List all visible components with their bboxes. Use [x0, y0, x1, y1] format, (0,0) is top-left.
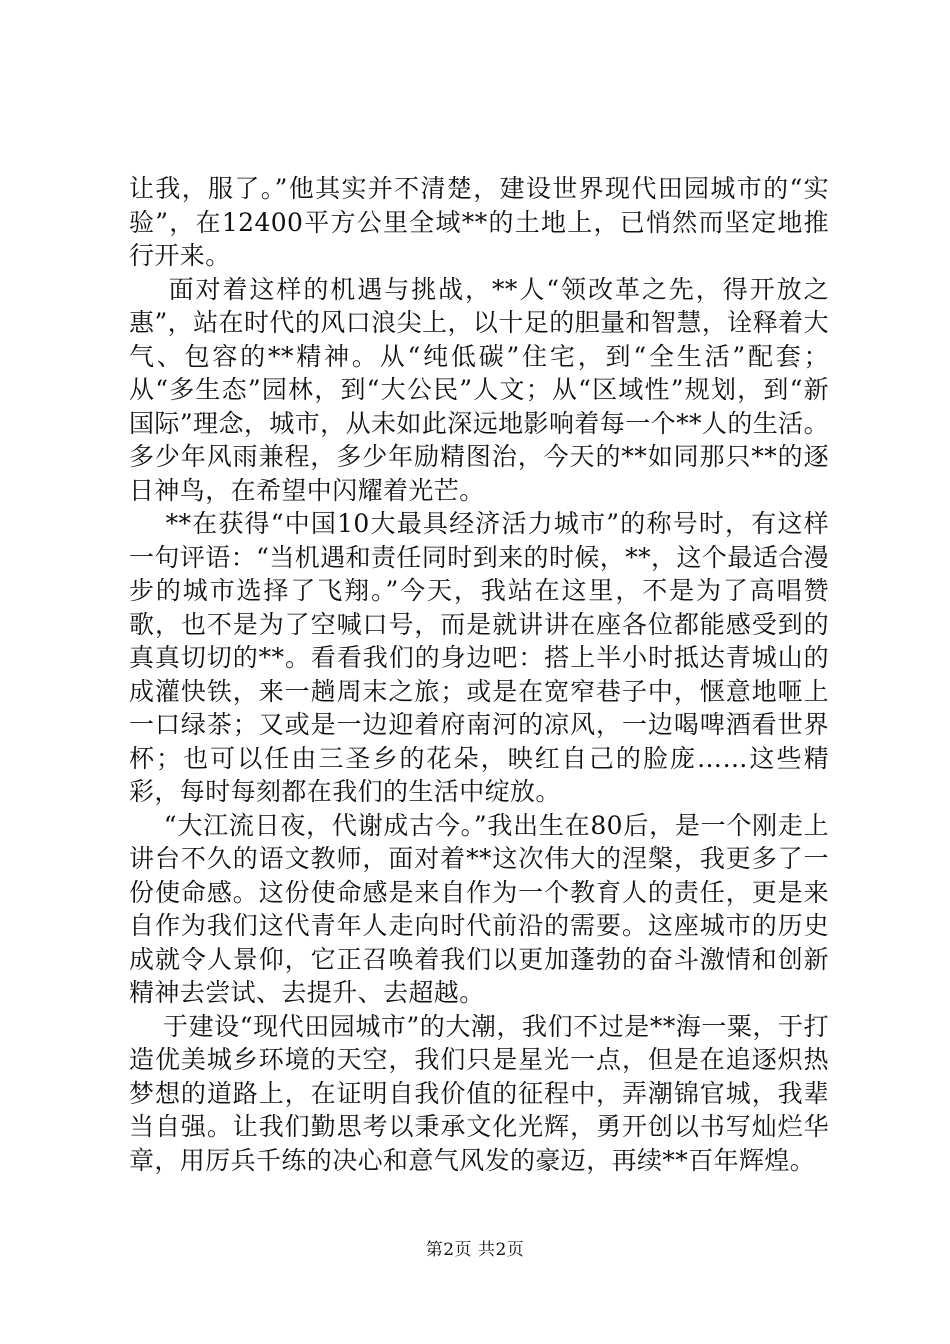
paragraph-5: 于建设“现代田园城市”的大潮，我们不过是**海一粟，于打造优美城乡环境的天空，我们只是星光一点，但是在追逐炽热梦想的道路上，在证明自我价值的征程中，弄潮锦官城，我辈当自强。让我们勤思考以秉承文化光辉，勇开创以书写灿烂华章，用厉兵千练的决心和意气风发的豪迈，再续**百年辉煌。	[129, 1011, 830, 1175]
paragraph-1: 让我，服了。”他其实并不清楚，建设世界现代田园城市的“实验”，在12400平方公里全域**的土地上，已悄然而坚定地推行开来。	[129, 174, 829, 270]
page-number-footer: 第2页 共2页	[425, 1240, 525, 1260]
paragraph-3: **在获得“中国10大最具经济活力城市”的称号时，有这样一句评语：“当机遇和责任同时到来的时候，**，这个最适合漫步的城市选择了飞翔。”今天，我站在这里，不是为了高唱赞歌，也不是为了空喊口号，而是就讲讲在座各位都能感受到的真真切切的**。看看我们的身边吧：搭上半小时抵达青城山的成灌快铁，来一趟周末之旅；或是在宽窄巷子中，惬意地咂上一口绿茶；又或是一边迎着府南河的凉风，一边喝啤酒看世界杯；也可以任由三圣乡的花朵，映红自己的脸庞……这些精彩，每时每刻都在我们的生活中绽放。	[129, 509, 830, 806]
document-body	[129, 172, 829, 1177]
paragraph-4: “大江流日夜，代谢成古今。”我出生在80后，是一个刚走上讲台不久的语文教师，面对着**这次伟大的涅槃，我更多了一份使命感。这份使命感是来自作为一个教育人的责任，更是来自作为我们这代青年人走向时代前沿的需要。这座城市的历史成就令人景仰，它正召唤着我们以更加蓬勃的奋斗激情和创新精神去尝试、去提升、去超越。	[129, 810, 829, 1007]
paragraph-2: 面对着这样的机遇与挑战，**人“领改革之先，得开放之惠”，站在时代的风口浪尖上，以十足的胆量和智慧，诠释着大气、包容的**精神。从“纯低碳”住宅，到“全生活”配套；从“多生态”园林，到“大公民”人文；从“区域性”规划，到“新国际”理念，城市，从未如此深远地影响着每一个**人的生活。多少年风雨兼程，多少年励精图治，今天的**如同那只**的逐日神鸟，在希望中闪耀着光芒。	[129, 274, 829, 505]
